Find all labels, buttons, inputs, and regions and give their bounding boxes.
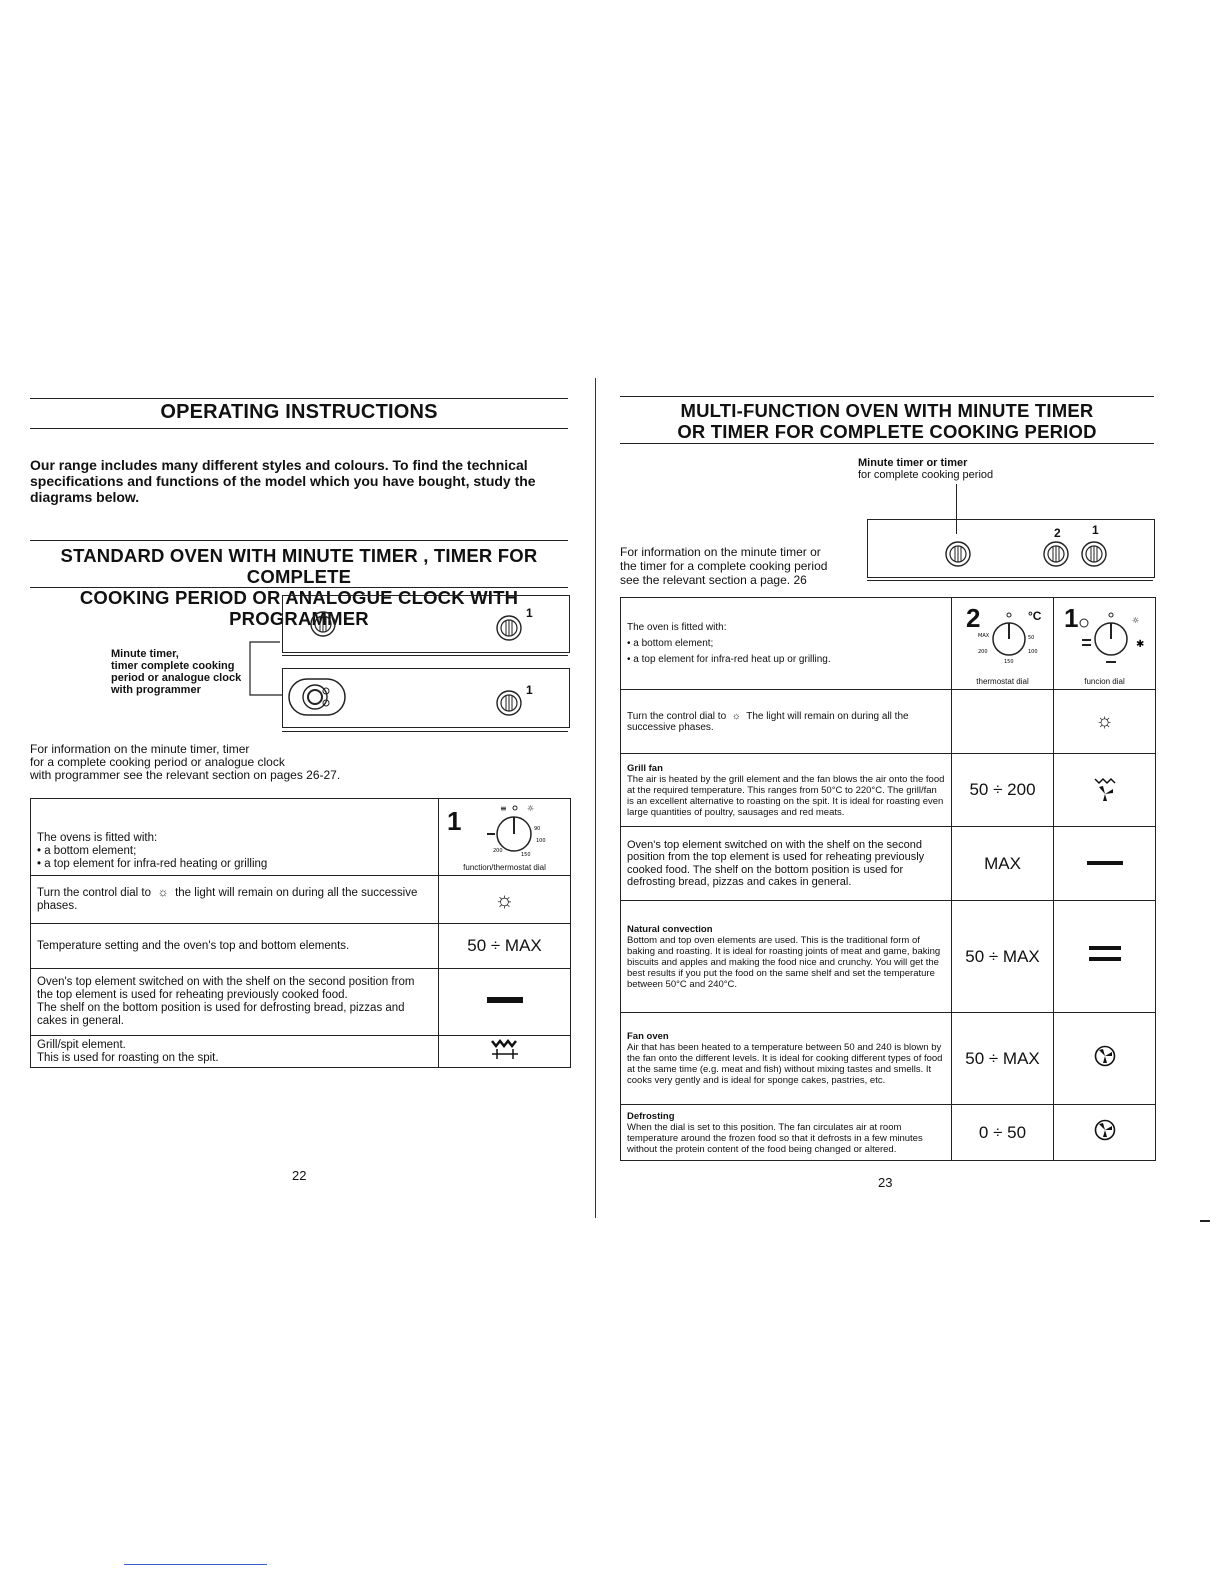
svg-text:200: 200 [493,847,503,854]
divider [620,396,1154,397]
table-row: Fan oven Air that has been heated to a temperature between 50 and 240 is blown by the fan onto the different levels. It is ideal for cooking different types of food at the same time (e.g. meat and fish) without mixing tastes and smells. It cooks very gently and is ideal for sponge cakes, pastries, etc. 50 ÷ MAX [621,1013,1156,1105]
top-element-icon [485,994,525,1006]
divider [620,443,1154,444]
svg-text:100: 100 [1028,648,1038,655]
svg-text:≡: ≡ [500,803,507,813]
divider [282,731,568,732]
timer-knob-icon[interactable] [944,540,972,568]
light-bulb-icon: ☼ [1095,710,1114,732]
light-bulb-icon: ☼ [154,885,172,899]
page-title: OPERATING INSTRUCTIONS [160,401,438,423]
bracket-line [230,640,290,710]
function-table [620,597,1156,1161]
panel-number: 1 [1092,523,1099,537]
svg-text:MAX: MAX [978,632,990,639]
divider [30,587,568,588]
info-text: For information on the minute timer or the timer for a complete cooking period see the relevant section a page. 26 [620,545,828,587]
table-row: Turn the control dial to ☼ The light will remain on during all the successive phases. ☼ [621,690,1156,754]
temperature-range: 50 ÷ MAX [439,924,571,969]
temperature-range: 50 ÷ 200 [952,754,1054,827]
light-bulb-icon: ☼ [728,710,744,722]
info-text: For information on the minute timer, timer for a complete cooking period or analogue clock with programmer see the relevant section on pages 26-27. [30,742,341,782]
divider [30,428,568,429]
function-knob-icon[interactable] [1080,540,1108,568]
svg-text:150: 150 [521,851,531,858]
page-title: MULTI-FUNCTION OVEN WITH MINUTE TIMER OR TIMER FOR COMPLETE COOKING PERIOD [677,400,1097,442]
intro-text: Our range includes many different styles and colours. To find the technical specifications and functions of the model which you have bought, study the diagrams below. [30,457,536,505]
section-title: STANDARD OVEN WITH MINUTE TIMER , TIMER FOR COMPLETE COOKING PERIOD OR ANALOGUE CLOCK WITH PROGRAMMER [60,545,538,629]
svg-text:✱: ✱ [1136,638,1145,650]
grill-spit-icon [489,1037,521,1061]
table-row: Oven's top element switched on with the shelf on the second position from the top element is used for reheating previously cooked food. The shelf on the bottom position is used for defrosting bread, pizzas and cakes in general. MAX [621,827,1156,901]
panel-number: 1 [526,683,533,697]
table-row: Grill/spit element. This is used for roasting on the spit. [31,1036,571,1068]
control-panel-multifunction [867,519,1155,578]
table-row: Temperature setting and the oven's top and bottom elements. 50 ÷ MAX [31,924,571,969]
dial-knob-icon[interactable] [495,689,523,717]
top-element-icon [1085,858,1125,868]
thermostat-knob-icon[interactable] [1042,540,1070,568]
page-gutter [595,378,596,1218]
temperature-unit: °C [1028,608,1042,623]
table-row: Natural convection Bottom and top oven elements are used. This is the traditional form of baking and roasting. It is ideal for roasting joints of meat and game, baking biscuits and apples and making the food nice and crunchy. You will get the best results if you put the food on the same shelf and set the temperature between 50°C and 240°C. 50 ÷ MAX [621,901,1156,1013]
temperature-range: 50 ÷ MAX [952,1013,1054,1105]
table-row: Grill fan The air is heated by the grill element and the fan blows the air onto the food at the required temperature. This ranges from 50°C to 220°C. The grill/fan is an excellent alternative to roasting on the spit. It is ideal for roasting even large quantities of poultry, sausages and red meats. 50 ÷ 200 [621,754,1156,827]
page-number: 23 [878,1175,893,1190]
divider [30,398,568,399]
control-panel-clock [282,668,570,728]
grill-fan-icon [1092,774,1118,802]
dial-number: 2 [966,602,981,633]
svg-text:200: 200 [978,648,988,655]
control-panel-timer [282,595,570,653]
table-row: Oven's top element switched on with the shelf on the second position from the top element is used for reheating previously cooked food. The shelf on the bottom position is used for defrosting bread, pizzas and cakes in general. [31,969,571,1036]
pointer-line [956,484,957,534]
thermostat-dial-icon[interactable] [976,609,1042,671]
temperature-range: 0 ÷ 50 [952,1105,1054,1161]
panel-number: 1 [526,606,533,620]
panel-number: 2 [1054,526,1061,540]
svg-text:50: 50 [1028,634,1035,641]
page-number: 22 [292,1168,307,1183]
fan-icon [1094,1045,1116,1067]
dial-number: 1 [447,805,462,836]
dial-caption: thermostat dial [976,676,1029,686]
light-bulb-icon: ☼ [494,886,515,912]
table-row: The oven is fitted with: • a bottom element; • a top element for infra-red heat up or grilling. 2 °C MAX 50 200 100 150 thermostat dial 1 ☼ ✱ funcion dial [621,598,1156,690]
temperature-range: 50 ÷ MAX [952,901,1054,1013]
divider [282,655,568,656]
table-row: The ovens is fitted with: • a bottom element; • a top element for infra-red heating or grilling 1 ≡ ☼ 90 100 200 150 function/thermostat dial [31,799,571,876]
scan-line [124,1564,267,1565]
divider [867,580,1153,581]
svg-text:90: 90 [534,825,541,832]
svg-text:150: 150 [1004,658,1014,665]
dial-knob-icon[interactable] [495,614,523,642]
dial-caption: funcion dial [1084,676,1125,686]
scan-mark [1200,1220,1210,1222]
svg-text:☼: ☼ [527,803,535,813]
svg-text:☼: ☼ [1132,615,1140,625]
table-row: Defrosting When the dial is set to this position. The fan circulates air at room temperature around the frozen food so that it defrosts in a few minutes without the protein content of the food being changed or altered. 0 ÷ 50 [621,1105,1156,1161]
divider [30,540,568,541]
table-row: Turn the control dial to ☼ the light will remain on during all the successive phases. ☼ [31,876,571,924]
dial-number: 1 [1064,602,1079,633]
function-dial-icon[interactable] [1078,609,1158,671]
fan-icon [1094,1119,1116,1141]
function-table [30,798,571,1068]
panel-label: Minute timer, timer complete cooking period or analogue clock with programmer [111,648,242,696]
dial-caption: function/thermostat dial [463,862,546,872]
timer-knob-icon[interactable] [309,610,337,638]
analogue-clock-icon[interactable] [287,677,347,717]
function-thermostat-dial-icon[interactable] [479,802,549,860]
svg-text:100: 100 [536,837,546,844]
timer-caption: Minute timer or timer for complete cooking period [858,457,994,481]
top-bottom-element-icon [1087,944,1123,964]
